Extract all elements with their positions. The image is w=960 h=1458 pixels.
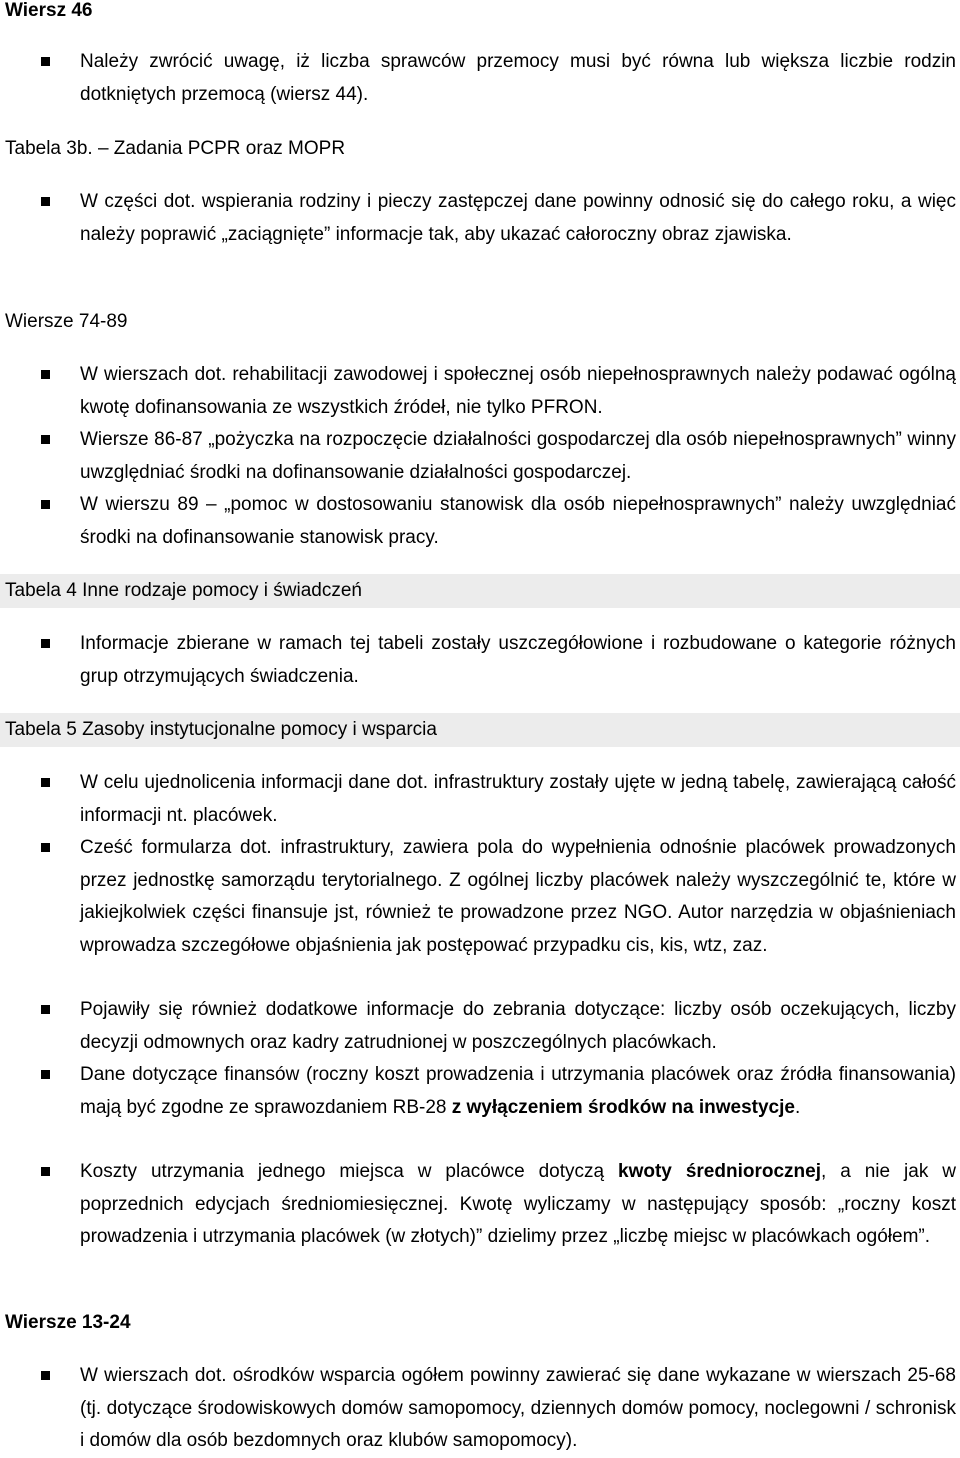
list-item-text: W części dot. wspierania rodziny i pieczy zastępczej dane powinny odnosić się do całego roku, a więc należy poprawić „zaciągnięte” informacje tak, aby ukazać całoroczny obraz zjawiska. xyxy=(80,191,956,245)
square-bullet-icon xyxy=(41,370,50,379)
list-item-text: Informacje zbierane w ramach tej tabeli zostały uszczegółowione i rozbudowane o kategorie różnych grup otrzymujących świadczenia. xyxy=(80,633,956,687)
square-bullet-icon xyxy=(41,57,50,66)
list-item-text: Należy zwrócić uwagę, iż liczba sprawców przemocy musi być równa lub większa liczbie rodzin dotkniętych przemocą (wiersz 44). xyxy=(80,51,956,105)
heading-tabela-4: Tabela 4 Inne rodzaje pomocy i świadczeń xyxy=(0,574,960,608)
square-bullet-icon xyxy=(41,1371,50,1380)
list-item-text: Pojawiły się również dodatkowe informacje do zebrania dotyczące: liczby osób oczekujących, liczby decyzji odmownych oraz kadry zatrudnionej w poszczególnych placówkach. xyxy=(80,999,956,1053)
text-run: . xyxy=(794,1096,801,1118)
heading-tabela-5: Tabela 5 Zasoby instytucjonalne pomocy i wsparcia xyxy=(0,713,960,747)
list-item-text: W celu ujednolicenia informacji dane dot. infrastruktury zostały ujęte w jedną tabelę, zawierającą całość informacji nt. placówek. xyxy=(80,772,956,826)
list-item-text: W wierszach dot. ośrodków wsparcia ogółem powinny zawierać się dane wykazane w wierszach 25-68 (tj. dotyczące środowiskowych domów samopomocy, dziennych domów pomocy, noclegowni / schronisk i domów dla osób bezdomnych oraz klubów samopomocy). xyxy=(80,1365,956,1451)
heading-wiersze-13-24: Wiersze 13-24 xyxy=(5,1312,131,1333)
heading-wiersze-74-89: Wiersze 74-89 xyxy=(5,311,128,332)
text-run: Dane dotyczące finansów (roczny koszt prowadzenia i utrzymania placówek oraz źródła finansowania) mają być zgodne ze sprawozdaniem RB-28 xyxy=(80,1064,956,1118)
square-bullet-icon xyxy=(41,197,50,206)
list-item-text: Wiersze 86-87 „pożyczka na rozpoczęcie działalności gospodarczej dla osób niepełnosprawnych” winny uwzględniać środki na dofinansowanie działalności gospodarczej. xyxy=(80,429,956,483)
text-run: Koszty utrzymania jednego miejsca w placówce dotyczą xyxy=(80,1161,619,1182)
heading-tabela-3b: Tabela 3b. – Zadania PCPR oraz MOPR xyxy=(5,138,346,159)
square-bullet-icon xyxy=(41,500,50,509)
list-item-text: Cześć formularza dot. infrastruktury, zawiera pola do wypełnienia odnośnie placówek prowadzonych przez jednostkę samorządu terytorialnego. Z ogólnej liczby placówek należy wyszczególnić te, które w jakiejkolwiek części finansuje jst, również te prowadzone przez NGO. Autor narzędzia w objaśnieniach wprowadza szczegółowe objaśnienia jak postępować przypadku cis, kis, wtz, zaz. xyxy=(80,837,956,956)
square-bullet-icon xyxy=(41,639,50,648)
square-bullet-icon xyxy=(41,1070,50,1079)
heading-wiersz-46: Wiersz 46 xyxy=(5,0,93,21)
list-item-text xyxy=(80,1059,956,1124)
square-bullet-icon xyxy=(41,1167,50,1176)
list-item-text: W wierszach dot. rehabilitacji zawodowej i społecznej osób niepełnosprawnych należy podawać ogólną kwotę dofinansowania ze wszystkich źródeł, nie tylko PFRON. xyxy=(80,364,956,418)
square-bullet-icon xyxy=(41,1005,50,1014)
text-run: , a nie jak w poprzednich edycjach średniomiesięcznej. Kwotę wyliczamy w następujący sposób: „roczny koszt prowadzenia i utrzymania placówek (w złotych)” dzielimy przez „liczbę miejsc w placówkach ogółem”. xyxy=(80,1161,956,1247)
list-item-text xyxy=(80,1156,956,1254)
square-bullet-icon xyxy=(41,778,50,787)
square-bullet-icon xyxy=(41,843,50,852)
list-item-text: W wierszu 89 – „pomoc w dostosowaniu stanowisk dla osób niepełnosprawnych” należy uwzględniać środki na dofinansowanie stanowisk pracy. xyxy=(80,494,956,548)
bold-text-run: kwoty średniorocznej xyxy=(618,1161,821,1182)
bold-text-run: z wyłączeniem środków na inwestycje xyxy=(451,1096,795,1118)
square-bullet-icon xyxy=(41,435,50,444)
